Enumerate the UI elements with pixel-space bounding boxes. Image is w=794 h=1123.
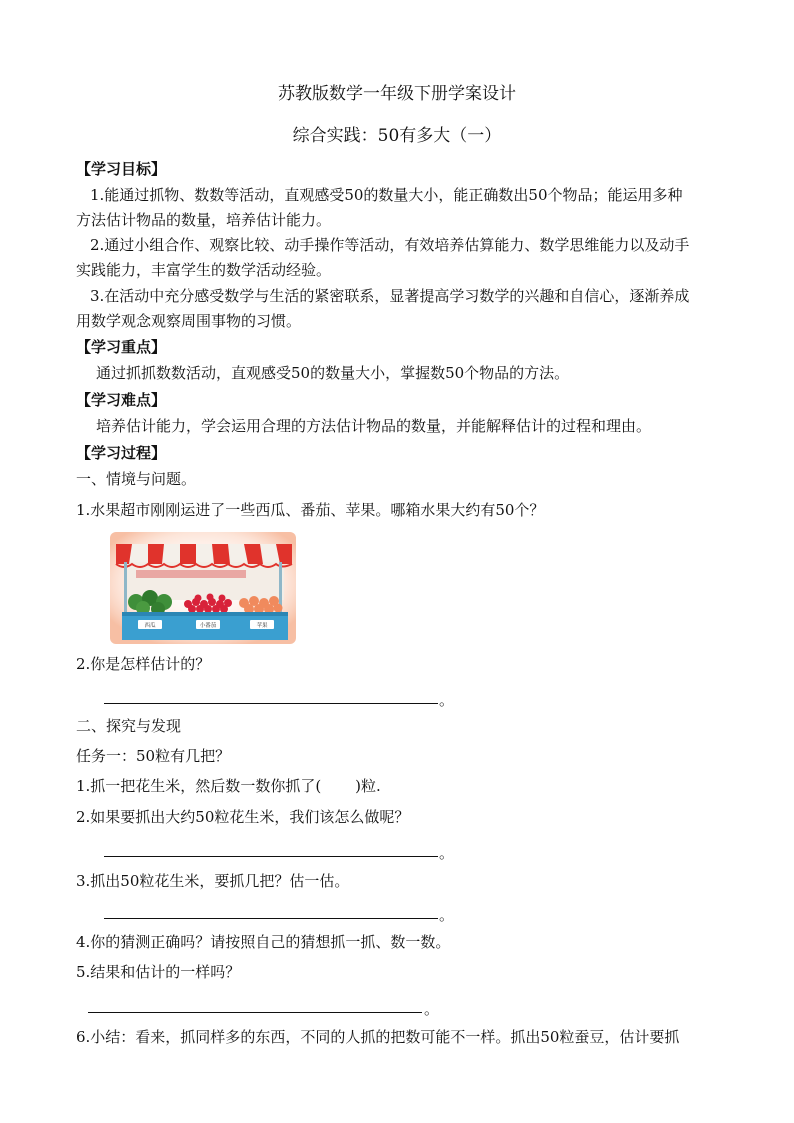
task-item-1-end: )粒. — [355, 777, 381, 795]
task-item-5: 5.结果和估计的一样吗？ — [76, 963, 241, 981]
task-item-1-text: 1.抓一把花生米，然后数一数你抓了( — [76, 777, 322, 795]
section-2-heading: 二、探究与发现 — [76, 717, 182, 735]
period: 。 — [439, 906, 455, 924]
goal-2-cont: 实践能力，丰富学生的数学活动经验。 — [76, 261, 332, 279]
difficulty-text: 培养估计能力，学会运用合理的方法估计物品的数量，并能解释估计的过程和理由。 — [96, 417, 652, 435]
answer-line-q2[interactable] — [104, 703, 438, 704]
difficulty-heading: 【学习难点】 — [76, 391, 167, 409]
task-item-3: 3.抓出50粒花生米，要抓几把？估一估。 — [76, 872, 350, 890]
page-title: 苏教版数学一年级下册学案设计 — [278, 84, 516, 104]
answer-line-t2[interactable] — [104, 856, 438, 857]
answer-line-t5[interactable] — [88, 1012, 422, 1013]
goals-heading: 【学习目标】 — [76, 160, 167, 178]
fruit-stand-illustration — [110, 532, 296, 644]
task-item-2: 2.如果要抓出大约50粒花生米，我们该怎么做呢？ — [76, 808, 410, 826]
period: 。 — [439, 844, 455, 862]
goal-1-cont: 方法估计物品的数量，培养估计能力。 — [76, 211, 332, 229]
key-text: 通过抓抓数数活动，直观感受50的数量大小，掌握数50个物品的方法。 — [96, 364, 570, 382]
task-item-6: 6.小结：看来，抓同样多的东西，不同的人抓的把数可能不一样。抓出50粒蚕豆，估计要抓 — [76, 1028, 680, 1046]
section-1-heading: 一、情境与问题。 — [76, 470, 197, 488]
goal-2: 2.通过小组合作、观察比较、动手操作等活动，有效培养估算能力、数学思维能力以及动手 — [90, 236, 690, 254]
process-heading: 【学习过程】 — [76, 444, 167, 462]
question-2: 2.你是怎样估计的？ — [76, 655, 211, 673]
label-apple: 苹果 — [256, 623, 268, 629]
goal-3-cont: 用数学观念观察周围事物的习惯。 — [76, 312, 302, 330]
question-1: 1.水果超市刚刚运进了一些西瓜、番茄、苹果。哪箱水果大约有50个？ — [76, 501, 545, 519]
goal-1: 1.能通过抓物、数数等活动，直观感受50的数量大小，能正确数出50个物品；能运用多种 — [90, 186, 683, 204]
page-subtitle: 综合实践：50有多大（一） — [292, 126, 502, 146]
period: 。 — [424, 1000, 440, 1018]
label-tomato: 小番茄 — [199, 623, 217, 629]
task-item-1 — [76, 776, 726, 796]
label-watermelon: 西瓜 — [144, 623, 156, 629]
task-item-4: 4.你的猜测正确吗？请按照自己的猜想抓一抓、数一数。 — [76, 933, 451, 951]
period: 。 — [439, 691, 455, 709]
goal-3: 3.在活动中充分感受数学与生活的紧密联系，显著提高学习数学的兴趣和自信心，逐渐养成 — [90, 287, 690, 305]
key-heading: 【学习重点】 — [76, 338, 167, 356]
task-1-heading: 任务一：50粒有几把？ — [76, 747, 231, 765]
answer-line-t3[interactable] — [104, 918, 438, 919]
